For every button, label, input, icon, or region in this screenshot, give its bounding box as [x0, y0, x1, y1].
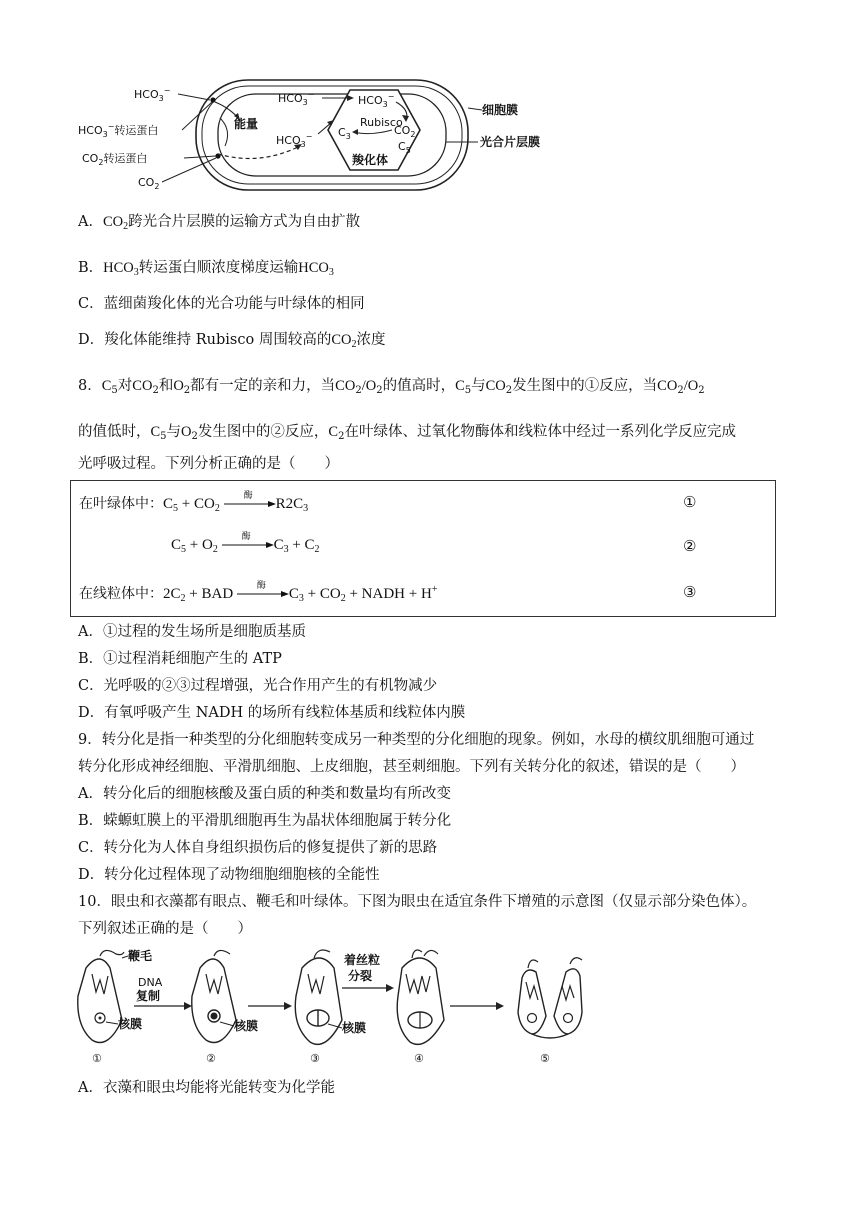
- q8-option-c: C．光呼吸的②③过程增强，光合作用产生的有机物减少: [78, 678, 438, 694]
- equation-2: $C_5 + O_2$ 酶 $C_3 + C_2$: [171, 531, 320, 555]
- centromere-label: 着丝粒: [344, 953, 381, 967]
- co2-transporter-label: $CO_2$转运蛋白: [82, 152, 148, 167]
- hco3-transporter-label: $HCO_3^-$转运蛋白: [78, 122, 159, 139]
- nuclear-membrane-label-3: 核膜: [342, 1021, 367, 1035]
- nuclear-membrane-label-1: 核膜: [118, 1017, 143, 1031]
- equation-3: 在线粒体中：$2C_2$ + BAD 酶 $C_3 + CO_2$ + NADH + H+: [79, 580, 438, 604]
- q8-option-d: D．有氧呼吸产生 NADH 的场所有线粒体基质和线粒体内膜: [78, 705, 466, 721]
- co2-outer-label: $CO_2$: [138, 176, 160, 191]
- stage-label-3: ③: [310, 1052, 320, 1065]
- cell-membrane-label: 细胞膜: [482, 103, 519, 117]
- q7-option-c: C．蓝细菌羧化体的光合功能与叶绿体的相同: [78, 296, 365, 312]
- division-label: 分裂: [348, 969, 373, 983]
- thylakoid-label: 光合片层膜: [480, 135, 541, 149]
- energy-label: 能量: [234, 117, 259, 131]
- hco3-outer-label: $HCO_3^-$: [134, 86, 171, 103]
- q8-line-1: 8．$C_5$对$CO_2$和$O_2$都有一定的亲和力，当$CO_2/O_2$的值高时，$C_5$与$CO_2$发生图中的①反应，当$CO_2/O_2$: [78, 378, 705, 396]
- rubisco-label: Rubisco: [360, 116, 403, 129]
- c3-label: $C_3$: [338, 126, 351, 141]
- dna-label: DNA: [138, 976, 163, 989]
- euglena-cell-4: [397, 950, 444, 1044]
- q7-option-b: B．$HCO_3$转运蛋白顺浓度梯度运输$HCO_3$: [78, 260, 334, 278]
- circle-1: ①: [683, 495, 697, 511]
- euglena-cell-5: [518, 958, 582, 1038]
- hco3-transporter-dot: [210, 97, 215, 102]
- q8-option-a: A．①过程的发生场所是细胞质基质: [78, 624, 306, 640]
- q8-line-2: 的值低时，$C_5$与$O_2$发生图中的②反应，$C_2$在叶绿体、过氧化物酶体和线粒体中经过一系列化学反应完成: [78, 424, 736, 442]
- replication-label: 复制: [136, 989, 161, 1003]
- q9-line-2: 转分化形成神经细胞、平滑肌细胞、上皮细胞，甚至刺细胞。下列有关转分化的叙述，错误的是（ ）: [78, 759, 745, 775]
- euglena-cell-2: [192, 950, 236, 1042]
- circle-2: ②: [683, 539, 697, 555]
- euglena-cell-3: [295, 950, 342, 1044]
- hco3-carboxysome-label: $HCO_3^-$: [358, 92, 395, 109]
- hco3-inner-top-label: $HCO_3^-$: [278, 90, 315, 107]
- flagellum-label: 鞭毛: [128, 949, 153, 963]
- q10-option-a: A．衣藻和眼虫均能将光能转变为化学能: [78, 1080, 335, 1096]
- stage-label-2: ②: [206, 1052, 216, 1065]
- q9-line-1: 9．转分化是指一种类型的分化细胞转变成另一种类型的分化细胞的现象。例如，水母的横纹肌细胞可通过: [78, 732, 755, 748]
- nuclear-membrane-label-2: 核膜: [234, 1019, 259, 1033]
- q7-option-a: A．$CO_2$跨光合片层膜的运输方式为自由扩散: [78, 214, 361, 232]
- euglena-division-diagram: [70, 946, 610, 1070]
- q8-option-b: B．①过程消耗细胞产生的 ATP: [78, 651, 282, 667]
- co2-inner-label: $CO_2$: [394, 124, 416, 139]
- equation-box: [70, 480, 776, 617]
- stage-label-1: ①: [92, 1052, 102, 1065]
- c5-label: $C_5$: [398, 140, 411, 155]
- stage-label-4: ④: [414, 1052, 424, 1065]
- stage-label-5: ⑤: [540, 1052, 550, 1065]
- equation-1: 在叶绿体中：$C_5 + CO_2$ 酶 $R2C_3$: [79, 490, 309, 514]
- q9-option-d: D．转分化过程体现了动物细胞细胞核的全能性: [78, 867, 380, 883]
- q10-line-2: 下列叙述正确的是（ ）: [78, 921, 252, 937]
- circle-3: ③: [683, 585, 697, 601]
- q10-line-1: 10．眼虫和衣藻都有眼点、鞭毛和叶绿体。下图为眼虫在适宜条件下增殖的示意图（仅显示部分染色体）。: [78, 894, 757, 910]
- q8-line-3: 光呼吸过程。下列分析正确的是（ ）: [78, 456, 339, 472]
- q7-option-d: D．羧化体能维持 Rubisco 周围较高的$CO_2$浓度: [78, 332, 386, 350]
- q9-option-b: B．蝾螈虹膜上的平滑肌细胞再生为晶状体细胞属于转分化: [78, 813, 452, 829]
- cyanobacteria-diagram: [70, 58, 570, 198]
- carboxysome-label: 羧化体: [352, 153, 389, 167]
- hco3-inner-left-label: $HCO_3^-$: [276, 132, 313, 149]
- q9-option-a: A．转分化后的细胞核酸及蛋白质的种类和数量均有所改变: [78, 786, 451, 802]
- q9-option-c: C．转分化为人体自身组织损伤后的修复提供了新的思路: [78, 840, 438, 856]
